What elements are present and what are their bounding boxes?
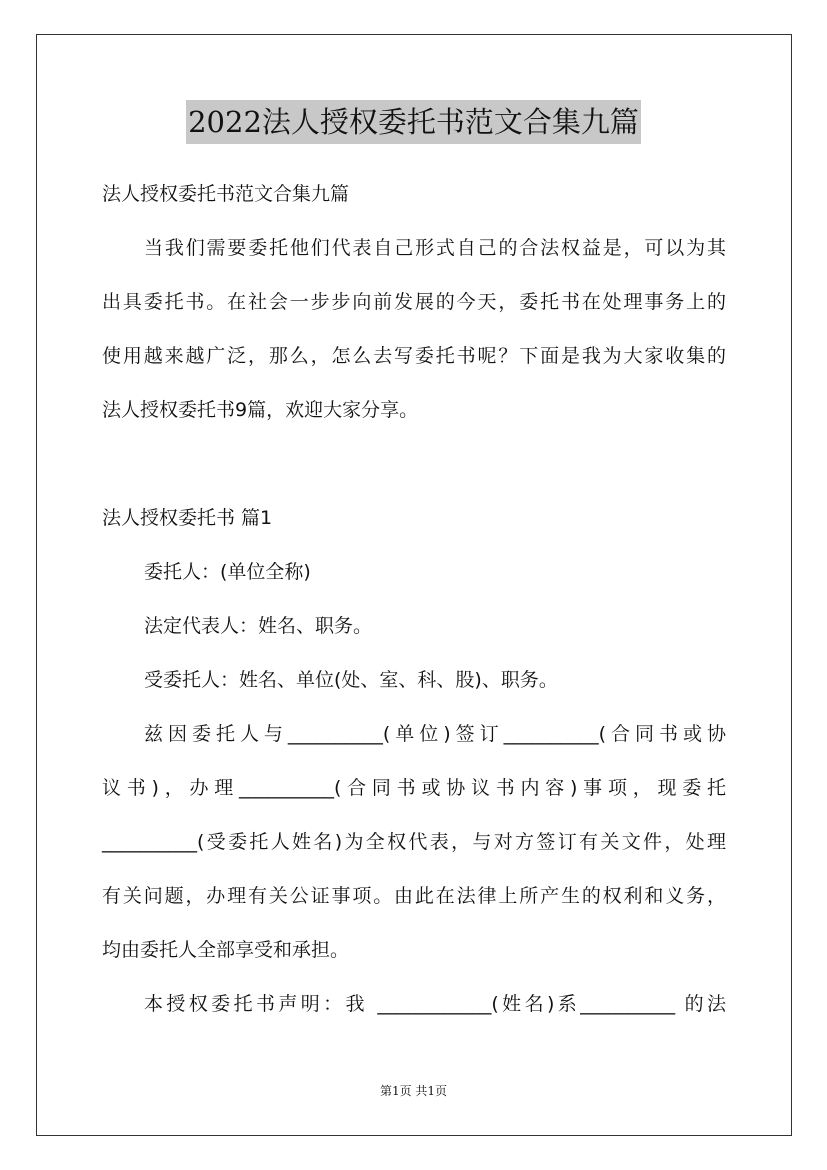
- body-paragraph-line-5: 均由委托人全部享受和承担。: [102, 939, 350, 961]
- agent-line: 受委托人：姓名、单位(处、室、科、股)、职务。: [144, 669, 558, 691]
- body-paragraph-line-4: 有关问题，办理有关公证事项。由此在法律上所产生的权利和义务，: [102, 885, 726, 907]
- title-container: [0, 100, 827, 144]
- intro-paragraph-line-3: 使用越来越广泛，那么，怎么去写委托书呢？下面是我为大家收集的: [102, 345, 726, 367]
- intro-paragraph-line-2: 出具委托书。在社会一步步向前发展的今天，委托书在处理事务上的: [102, 291, 726, 313]
- intro-paragraph-line-4: 法人授权委托书9篇，欢迎大家分享。: [102, 399, 419, 421]
- body-paragraph-line-1: 兹因委托人与__________(单位)签订__________(合同书或协: [144, 723, 726, 745]
- intro-paragraph-line-1: 当我们需要委托他们代表自己形式自己的合法权益是，可以为其: [144, 237, 726, 259]
- legal-representative-line: 法定代表人：姓名、职务。: [144, 615, 373, 637]
- principal-line: 委托人：(单位全称): [144, 561, 311, 583]
- section-heading: 法人授权委托书 篇1: [102, 507, 273, 529]
- body-paragraph-line-3: __________(受委托人姓名)为全权代表，与对方签订有关文件，处理: [102, 831, 726, 853]
- subtitle-line: 法人授权委托书范文合集九篇: [102, 183, 350, 205]
- document-title: 2022法人授权委托书范文合集九篇: [186, 100, 641, 144]
- page-footer: 第1页 共1页: [379, 1084, 448, 1098]
- body-paragraph-line-2: 议书)，办理__________(合同书或协议书内容)事项，现委托: [102, 777, 726, 799]
- declaration-line: 本授权委托书声明：我 ____________(姓名)系__________ 的法: [144, 993, 726, 1015]
